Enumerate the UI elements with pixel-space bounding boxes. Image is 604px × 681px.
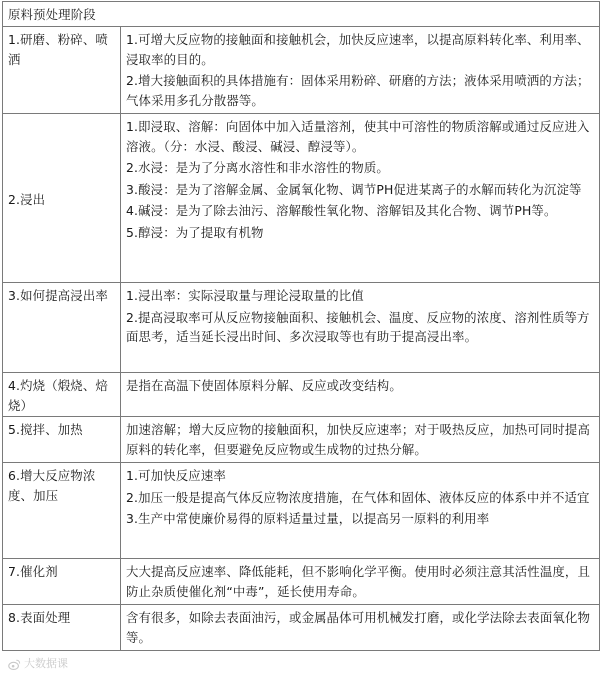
watermark: [8, 657, 68, 671]
content-line: 含有很多，如除去表面油污，或金属晶体可用机械发打磨，或化学法除去表面氧化物等。: [126, 610, 591, 645]
table-row: [3, 463, 600, 559]
content-line: 2.水浸：是为了分离水溶性和非水溶性的物质。: [126, 160, 389, 175]
table-row: [3, 283, 600, 373]
weibo-logo-icon: [8, 658, 21, 671]
row-content: [121, 114, 600, 283]
table-row: [3, 373, 600, 417]
row-content: [121, 373, 600, 417]
table-row: [3, 417, 600, 463]
content-line: 3.酸浸：是为了溶解金属、金属氧化物、调节PH促进某离子的水解而转化为沉淀等: [126, 181, 582, 197]
content-line: 是指在高温下使固体原料分解、反应或改变结构。: [126, 378, 402, 393]
content-line: 3.生产中常使廉价易得的原料适量过量，以提高另一原料的利用率: [126, 511, 490, 526]
row-content: [121, 27, 600, 114]
content-line: 1.可加快反应速率: [126, 468, 226, 483]
table-title-row: [3, 2, 600, 27]
table-row: [3, 559, 600, 605]
content-line: 1.可增大反应物的接触面和接触机会，加快反应速率，以提高原料转化率、利用率、浸取率的目的。: [126, 32, 590, 67]
row-content: [121, 283, 600, 373]
row-label: 2.浸出: [3, 114, 121, 283]
content-line: 大大提高反应速率、降低能耗，但不影响化学平衡。使用时必须注意其活性温度，且防止杂质使催化剂“中毒”，延长使用寿命。: [126, 564, 591, 599]
row-label: 1.研磨、粉碎、喷洒: [3, 27, 121, 114]
content-line: 加速溶解；增大反应物的接触面积，加快反应速率；对于吸热反应，加热可同时提高原料的转化率，但要避免反应物或生成物的过热分解。: [126, 422, 591, 457]
row-label: 8.表面处理: [3, 605, 121, 651]
content-line: 2.加压一般是提高气体反应物浓度措施，在气体和固体、液体反应的体系中并不适宜: [126, 489, 590, 505]
table-title: 原料预处理阶段: [3, 2, 600, 27]
pretreatment-table: [2, 1, 600, 651]
content-line: 5.醇浸：为了提取有机物: [126, 224, 264, 240]
content-line: 1.即浸取、溶解：向固体中加入适量溶剂，使其中可溶性的物质溶解或通过反应进入溶液。（分：水浸、酸浸、碱浸、醇浸等）。: [126, 119, 590, 154]
row-label: 3.如何提高浸出率: [3, 283, 121, 373]
row-content: [121, 605, 600, 651]
row-label: 6.增大反应物浓度、加压: [3, 463, 121, 559]
table-row: [3, 605, 600, 651]
row-content: [121, 417, 600, 463]
content-line: 2.增大接触面积的具体措施有：固体采用粉碎、研磨的方法；液体采用喷洒的方法；气体采用多孔分散器等。: [126, 73, 590, 108]
content-line: 1.浸出率：实际浸取量与理论浸取量的比值: [126, 288, 364, 303]
content-line: 2.提高浸取率可从反应物接触面积、接触机会、温度、反应物的浓度、溶剂性质等方面思考，适当延长浸出时间、多次浸取等也有助于提高浸出率。: [126, 309, 590, 344]
row-content: [121, 559, 600, 605]
row-label: 4.灼烧（煅烧、焙烧）: [3, 373, 121, 417]
row-label: 5.搅拌、加热: [3, 417, 121, 463]
watermark-text: 大数据课: [24, 657, 68, 670]
row-content: [121, 463, 600, 559]
table-row: [3, 27, 600, 114]
row-label: 7.催化剂: [3, 559, 121, 605]
content-line: 4.碱浸：是为了除去油污、溶解酸性氧化物、溶解铝及其化合物、调节PH等。: [126, 203, 557, 218]
table-row: [3, 114, 600, 283]
